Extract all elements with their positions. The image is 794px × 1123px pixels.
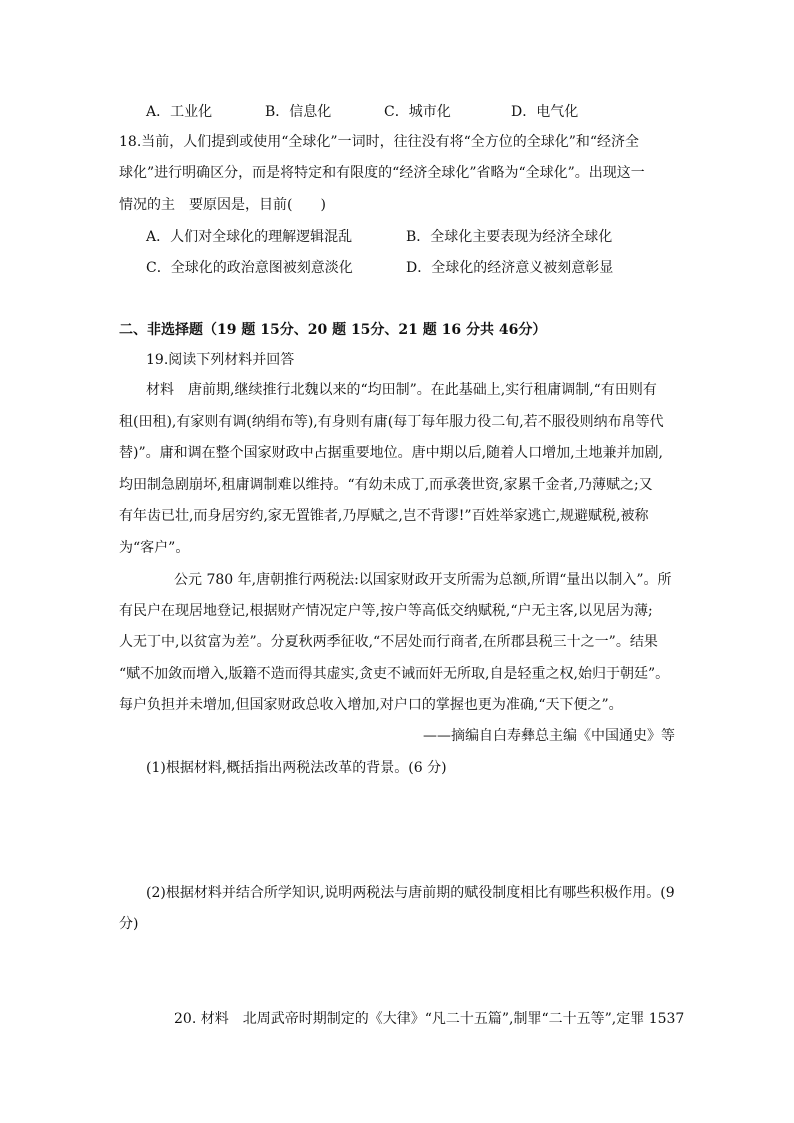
q17-option-a: A．工业化 [146, 104, 213, 120]
q17-option-b: B．信息化 [265, 104, 332, 120]
q17-option-c: C．城市化 [384, 104, 451, 120]
q18-stem-line-3: 情况的主 要原因是，目前( ) [119, 197, 326, 213]
q19-subquestion-2-line-1: (2)根据材料并结合所学知识,说明两税法与唐前期的赋役制度相比有哪些积极作用。(9 [146, 885, 675, 901]
q19-subquestion-2-line-2: 分) [119, 916, 139, 932]
q19-source: ——摘编自白寿彝总主编《中国通史》等 [423, 728, 675, 744]
q19-para1-line-6: 为“客户”。 [119, 540, 190, 556]
q19-subquestion-1: (1)根据材料,概括指出两税法改革的背景。(6 分) [146, 760, 447, 776]
q18-stem-line-1: 18.当前，人们提到或使用“全球化”一词时，往往没有将“全方位的全球化”和“经济全 [119, 134, 640, 150]
q19-para2-line-1: 公元 780 年,唐朝推行两税法:以国家财政开支所需为总额,所谓“量出以制入”。所 [174, 572, 672, 588]
q19-para1-line-3: 替)”。庸和调在整个国家财政中占据重要地位。唐中期以后,随着人口增加,土地兼并加剧, [119, 445, 663, 461]
q18-option-c: C．全球化的政治意图被刻意淡化 [146, 260, 353, 276]
q19-para1-line-2: 租(田租),有家则有调(纳绢布等),有身则有庸(每丁每年服力役二旬,若不服役则纳布帛等代 [119, 414, 664, 430]
q19-para2-line-5: 每户负担并未增加,但国家财政总收入增加,对户口的掌握也更为准确,“天下便之”。 [119, 697, 623, 713]
q19-para2-line-3: 人无丁中,以贫富为差”。分夏秋两季征收,“不居处而行商者,在所郡县税三十之一”。结果 [119, 634, 658, 650]
q18-option-b: B．全球化主要表现为经济全球化 [406, 229, 613, 245]
q17-option-d: D．电气化 [511, 104, 579, 120]
q19-intro: 19.阅读下列材料并回答 [146, 352, 295, 368]
section-heading: 二、非选择题（19 题 15分、20 题 15分、21 题 16 分共 46分） [119, 322, 547, 338]
q20-stem-line-1: 20. 材料 北周武帝时期制定的《大律》“凡二十五篇”,制罪“二十五等”,定罪 1537 [174, 1011, 685, 1027]
q19-para2-line-2: 有民户在现居地登记,根据财产情况定户等,按户等高低交纳赋税,“户无主客,以见居为薄; [119, 603, 653, 619]
q19-para1-line-5: 有年齿已壮,而身居穷约,家无置锥者,乃厚赋之,岂不背谬!”百姓举家逃亡,规避赋税,被称 [119, 508, 649, 524]
q18-option-d: D．全球化的经济意义被刻意彰显 [406, 260, 614, 276]
q18-option-a: A．人们对全球化的理解逻辑混乱 [146, 229, 353, 245]
q18-stem-line-2: 球化”进行明确区分，而是将特定和有限度的“经济全球化”省略为“全球化”。出现这一 [119, 165, 645, 181]
q19-para1-line-4: 均田制急剧崩坏,租庸调制难以维持。“有幼未成丁,而承袭世资,家累千金者,乃薄赋之;又 [119, 477, 653, 493]
q19-para1-line-1: 材料 唐前期,继续推行北魏以来的“均田制”。在此基础上,实行租庸调制,“有田则有 [146, 382, 657, 398]
q19-para2-line-4: “赋不加敛而增入,版籍不造而得其虚实,贪吏不诫而奸无所取,自是轻重之权,始归于朝廷”。 [119, 666, 670, 682]
